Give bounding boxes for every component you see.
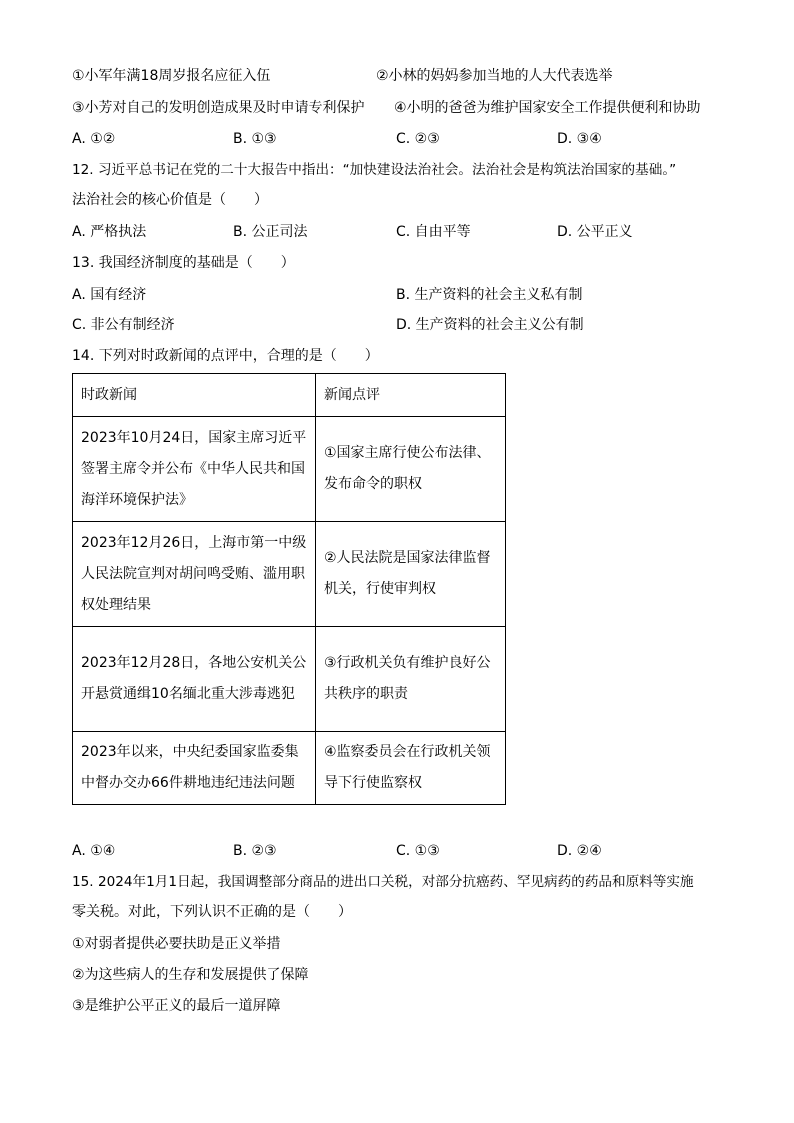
table-header-news: 时政新闻 bbox=[73, 374, 316, 417]
q14-option-a: A. ①④ bbox=[72, 843, 116, 859]
table-cell-comment: ②人民法院是国家法律监督机关，行使审判权 bbox=[316, 522, 506, 627]
q13-option-b: B. 生产资料的社会主义私有制 bbox=[396, 287, 583, 303]
q11-item-1: ①小军年满18周岁报名应征入伍 bbox=[72, 68, 271, 84]
q11-option-b: B. ①③ bbox=[233, 131, 277, 147]
q11-item-2: ②小林的妈妈参加当地的人大代表选举 bbox=[376, 68, 613, 84]
q14-option-b: B. ②③ bbox=[233, 843, 277, 859]
q12-option-b: B. 公正司法 bbox=[233, 224, 308, 240]
q12-stem-line1: 12. 习近平总书记在党的二十大报告中指出：“加快建设法治社会。法治社会是构筑法治国家的基础。” bbox=[72, 162, 677, 178]
q11-item-4: ④小明的爸爸为维护国家安全工作提供便利和协助 bbox=[394, 100, 701, 116]
q15-item-1: ①对弱者提供必要扶助是正义举措 bbox=[72, 936, 281, 952]
q13-option-a: A. 国有经济 bbox=[72, 287, 147, 303]
table-cell-comment: ④监察委员会在行政机关领导下行使监察权 bbox=[316, 732, 506, 805]
q12-option-c: C. 自由平等 bbox=[396, 224, 471, 240]
q12-option-a: A. 严格执法 bbox=[72, 224, 147, 240]
table-row bbox=[73, 627, 506, 732]
q13-option-d: D. 生产资料的社会主义公有制 bbox=[396, 317, 584, 333]
table-cell-comment: ①国家主席行使公布法律、发布命令的职权 bbox=[316, 417, 506, 522]
q12-stem-line2: 法治社会的核心价值是（ ） bbox=[72, 192, 268, 208]
q13-option-c: C. 非公有制经济 bbox=[72, 317, 175, 333]
q12-option-d: D. 公平正义 bbox=[557, 224, 633, 240]
q13-stem: 13. 我国经济制度的基础是（ ） bbox=[72, 255, 295, 271]
q11-option-d: D. ③④ bbox=[557, 131, 602, 147]
table-cell-news: 2023年以来，中央纪委国家监委集中督办交办66件耕地违纪违法问题 bbox=[73, 732, 316, 805]
table-header-comment: 新闻点评 bbox=[316, 374, 506, 417]
table-header-row bbox=[73, 374, 506, 417]
q11-option-c: C. ②③ bbox=[396, 131, 440, 147]
table-row bbox=[73, 417, 506, 522]
table-cell-news: 2023年12月28日，各地公安机关公开悬赏通缉10名缅北重大涉毒逃犯 bbox=[73, 627, 316, 732]
q15-stem-line2: 零关税。对此，下列认识不正确的是（ ） bbox=[72, 904, 352, 920]
q11-item-3: ③小芳对自己的发明创造成果及时申请专利保护 bbox=[72, 100, 365, 116]
q14-option-c: C. ①③ bbox=[396, 843, 440, 859]
table-row bbox=[73, 522, 506, 627]
q14-option-d: D. ②④ bbox=[557, 843, 602, 859]
q15-item-3: ③是维护公平正义的最后一道屏障 bbox=[72, 998, 281, 1014]
q14-stem: 14. 下列对时政新闻的点评中，合理的是（ ） bbox=[72, 348, 379, 364]
q15-stem-line1: 15. 2024年1月1日起，我国调整部分商品的进出口关税，对部分抗癌药、罕见病药的药品和原料等实施 bbox=[72, 874, 694, 890]
table-row bbox=[73, 732, 506, 805]
table-cell-news: 2023年12月26日，上海市第一中级人民法院宣判对胡问鸣受贿、滥用职权处理结果 bbox=[73, 522, 316, 627]
news-commentary-table bbox=[72, 373, 506, 805]
table-cell-comment: ③行政机关负有维护良好公共秩序的职责 bbox=[316, 627, 506, 732]
table-cell-news: 2023年10月24日，国家主席习近平签署主席令并公布《中华人民共和国海洋环境保护法》 bbox=[73, 417, 316, 522]
q15-item-2: ②为这些病人的生存和发展提供了保障 bbox=[72, 967, 309, 983]
q11-option-a: A. ①② bbox=[72, 131, 116, 147]
